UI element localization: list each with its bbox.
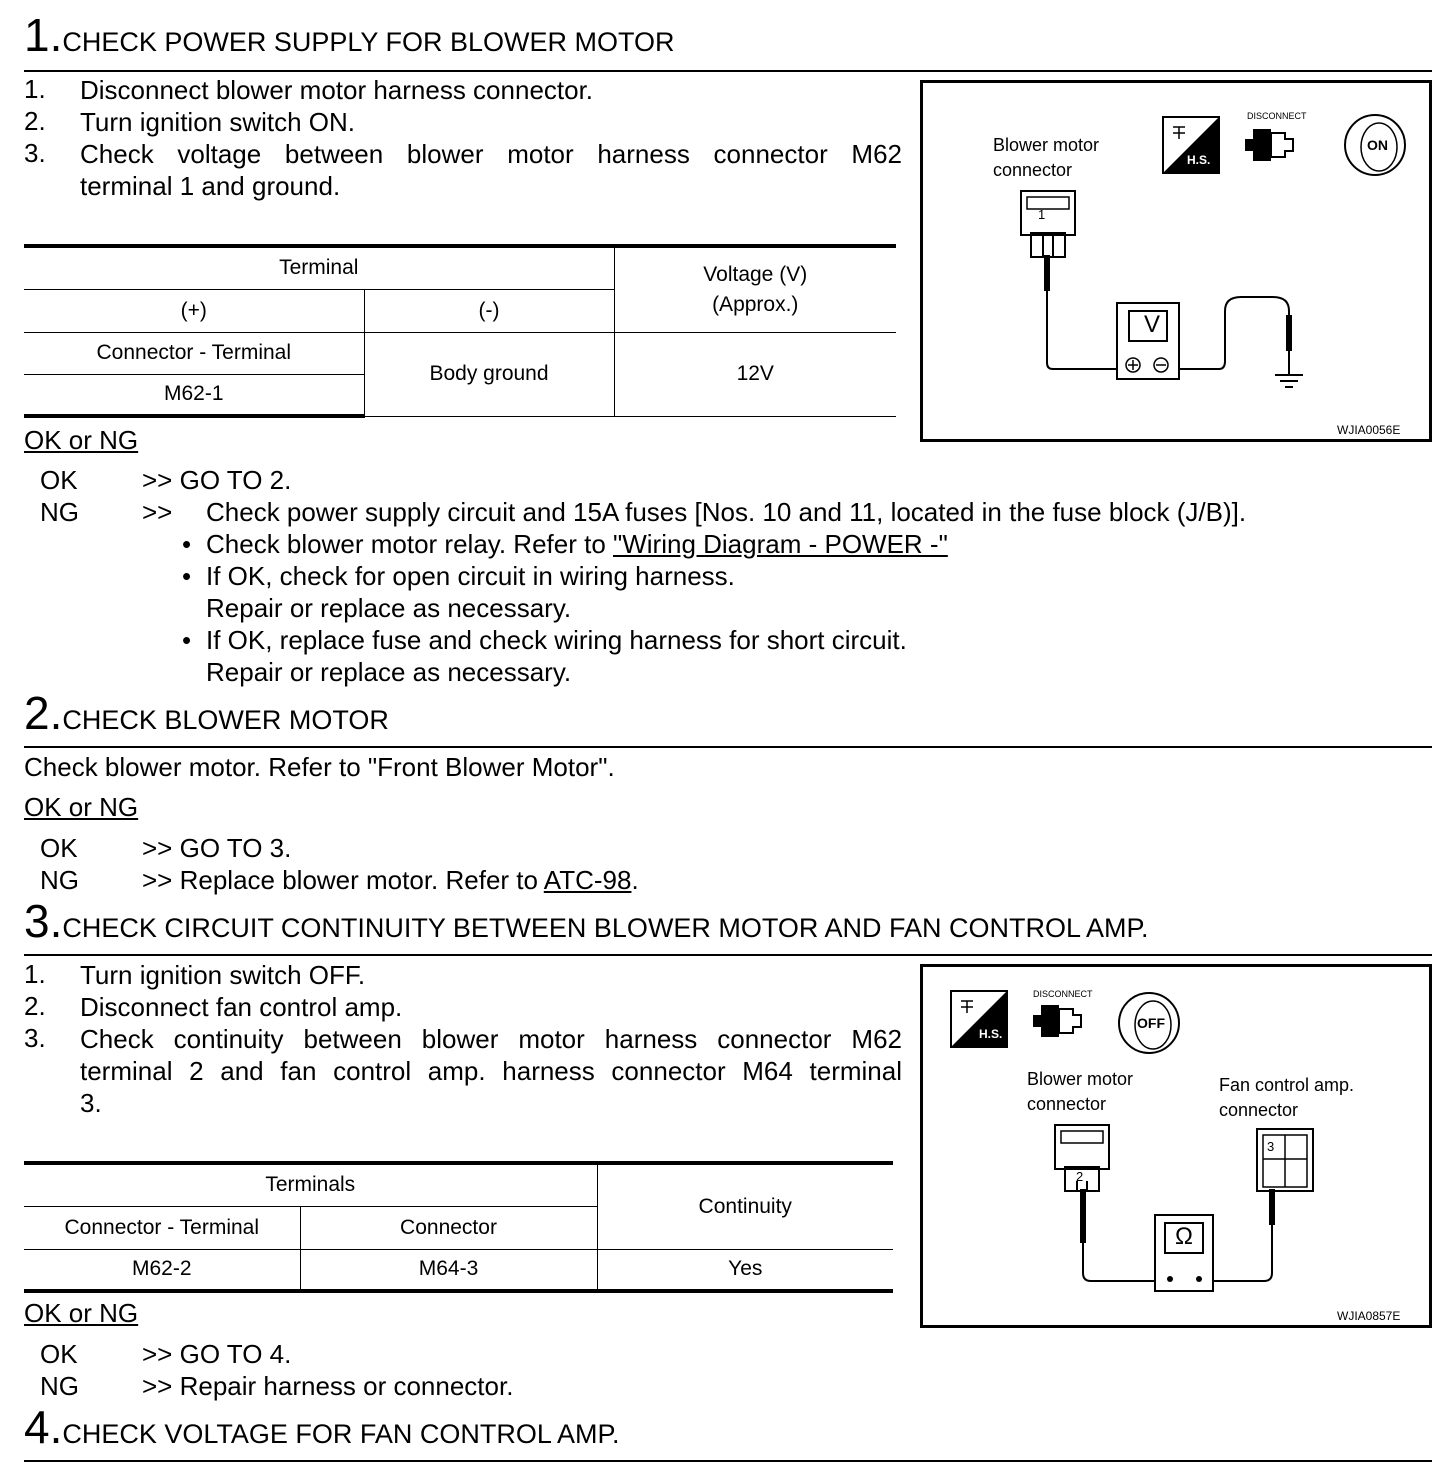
- divider: [24, 954, 1432, 956]
- ok-or-ng-title: OK or NG: [24, 792, 139, 822]
- blower-connector-label: [1027, 1067, 1133, 1117]
- probe-positive: [1044, 255, 1050, 291]
- cell-body-ground: Body ground: [364, 332, 614, 416]
- divider: [24, 1460, 1432, 1462]
- instruction-text: terminal 1 and ground.: [80, 171, 341, 201]
- label-line: connector: [993, 160, 1073, 180]
- meter-symbol: V: [1143, 311, 1160, 338]
- step-number: 3.: [24, 895, 63, 947]
- header-terminal: Terminal: [24, 246, 614, 289]
- step-title: CHECK POWER SUPPLY FOR BLOWER MOTOR: [62, 27, 675, 57]
- bullet: •: [182, 529, 192, 559]
- instruction-text: Check continuity between blower motor harness connector M62: [80, 1024, 902, 1054]
- ng-bullet-1: [206, 528, 948, 560]
- ok-action: >> GO TO 4.: [142, 1339, 292, 1369]
- lead-negative: [1179, 297, 1289, 369]
- connector-neck: [1031, 233, 1065, 257]
- label-line: connector: [1027, 1094, 1107, 1114]
- approx-label: (Approx.): [712, 292, 799, 316]
- step-2-heading: [24, 687, 389, 739]
- ok-action: >> GO TO 2.: [142, 465, 292, 495]
- terminal-3-label: 3: [1267, 1139, 1275, 1154]
- voltage-label: Voltage (V): [703, 262, 808, 286]
- header-plus: (+): [24, 289, 364, 332]
- item-number: 1.: [24, 74, 46, 104]
- ok-label: OK: [40, 1339, 78, 1369]
- figure-code: WJIA0857E: [1337, 1309, 1401, 1323]
- item-number: 3.: [24, 1023, 46, 1053]
- disconnect-label: DISCONNECT: [1247, 111, 1307, 121]
- instruction-text: Turn ignition switch OFF.: [80, 960, 366, 990]
- ng-action: [142, 864, 639, 896]
- item-number: 1.: [24, 959, 46, 989]
- ok-or-ng-title: OK or NG: [24, 425, 139, 455]
- ng-text: >> Replace blower motor. Refer to: [142, 865, 544, 895]
- cell-m64-3: M64-3: [300, 1249, 597, 1291]
- item-number: 2.: [24, 106, 46, 136]
- step-title: CHECK VOLTAGE FOR FAN CONTROL AMP.: [62, 1419, 620, 1449]
- key-label: ON: [1367, 137, 1388, 153]
- lead-right: [1213, 1225, 1272, 1281]
- cell-connector-terminal: Connector - Terminal: [24, 332, 364, 374]
- bullet-text: Check blower motor relay. Refer to: [206, 529, 613, 559]
- meter-symbol: Ω: [1175, 1223, 1193, 1250]
- item-number: 3.: [24, 138, 46, 168]
- disconnect-label: DISCONNECT: [1033, 989, 1093, 999]
- header-voltage: [614, 246, 896, 332]
- instruction-text: Disconnect fan control amp.: [80, 992, 403, 1022]
- ng-bullet-3-cont: Repair or replace as necessary.: [206, 657, 572, 687]
- ng-bullet-2: If OK, check for open circuit in wiring harness.: [206, 561, 735, 591]
- probe-right: [1269, 1189, 1275, 1225]
- hs-label: H.S.: [979, 1027, 1003, 1041]
- instruction-text: terminal 2 and fan control amp. harness connector M64 terminal: [80, 1056, 902, 1086]
- step-number: 1.: [24, 9, 63, 61]
- step-1-heading: [24, 9, 675, 61]
- divider: [24, 70, 1432, 72]
- figure-code: WJIA0056E: [1337, 423, 1401, 437]
- step-4-heading: [24, 1401, 620, 1453]
- ok-label: OK: [40, 833, 78, 863]
- label-line: connector: [1219, 1100, 1299, 1120]
- step-title: CHECK BLOWER MOTOR: [62, 705, 389, 735]
- header-connector-terminal: Connector - Terminal: [24, 1206, 300, 1249]
- step-number: 4.: [24, 1401, 63, 1453]
- instruction-text: Check voltage between blower motor harness connector M62: [80, 139, 902, 169]
- ng-label: NG: [40, 1371, 79, 1401]
- step-title: CHECK CIRCUIT CONTINUITY BETWEEN BLOWER MOTOR AND FAN CONTROL AMP.: [62, 913, 1149, 943]
- cell-m62-2: M62-2: [24, 1249, 300, 1291]
- divider: [24, 746, 1432, 748]
- voltage-spec-table: [24, 244, 896, 418]
- probe-negative: [1286, 315, 1292, 351]
- label-line: Blower motor: [1027, 1069, 1134, 1089]
- cell-continuity-value: Yes: [597, 1249, 893, 1291]
- cell-voltage-value: 12V: [614, 332, 896, 416]
- probe-left: [1080, 1189, 1086, 1243]
- figure-continuity-check: [920, 964, 1432, 1328]
- instruction-text: Turn ignition switch ON.: [80, 107, 356, 137]
- lead-left: [1083, 1243, 1155, 1281]
- cell-terminal-id: M62-1: [24, 374, 364, 416]
- ng-end: .: [631, 865, 639, 895]
- header-connector: Connector: [300, 1206, 597, 1249]
- wiring-diagram-link[interactable]: "Wiring Diagram - POWER -": [613, 529, 948, 559]
- step-2-text: Check blower motor. Refer to "Front Blower Motor".: [24, 752, 615, 782]
- circuit-diagram: [923, 967, 1429, 1325]
- item-number: 2.: [24, 991, 46, 1021]
- figure-voltage-check: [920, 80, 1432, 442]
- header-continuity: Continuity: [597, 1163, 893, 1249]
- bullet: •: [182, 625, 192, 655]
- continuity-spec-table: [24, 1161, 893, 1293]
- step-number: 2.: [24, 687, 63, 739]
- atc-98-link[interactable]: ATC-98: [543, 865, 632, 895]
- circuit-diagram: [923, 83, 1429, 439]
- step-3-heading: [24, 895, 1149, 947]
- ng-bullet-3: If OK, replace fuse and check wiring harness for short circuit.: [206, 625, 907, 655]
- ng-arrow: >>: [142, 497, 173, 527]
- bullet: •: [182, 561, 192, 591]
- instruction-text: Disconnect blower motor harness connector.: [80, 75, 594, 105]
- disconnect-icon: [1253, 129, 1271, 161]
- ng-bullet-2-cont: Repair or replace as necessary.: [206, 593, 572, 623]
- terminal-number: 1: [1038, 207, 1046, 222]
- ng-action: Check power supply circuit and 15A fuses [Nos. 10 and 11, located in the fuse block (J/B)].: [206, 497, 1247, 527]
- ng-label: NG: [40, 497, 79, 527]
- terminal-2-label: 2: [1076, 1169, 1084, 1184]
- label-line: Fan control amp.: [1219, 1075, 1355, 1095]
- key-label: OFF: [1137, 1015, 1165, 1031]
- header-minus: (-): [364, 289, 614, 332]
- ok-or-ng-title: OK or NG: [24, 1298, 139, 1328]
- fan-amp-connector-label: [1219, 1073, 1354, 1123]
- ng-label: NG: [40, 865, 79, 895]
- instruction-text: 3.: [80, 1088, 102, 1118]
- hs-label: H.S.: [1187, 153, 1211, 167]
- ok-label: OK: [40, 465, 78, 495]
- ok-action: >> GO TO 3.: [142, 833, 292, 863]
- label-line: Blower motor: [993, 135, 1100, 155]
- connector-slot: [1027, 197, 1069, 209]
- ng-action: >> Repair harness or connector.: [142, 1371, 514, 1401]
- disconnect-icon: [1041, 1005, 1059, 1037]
- header-terminals: Terminals: [24, 1163, 597, 1206]
